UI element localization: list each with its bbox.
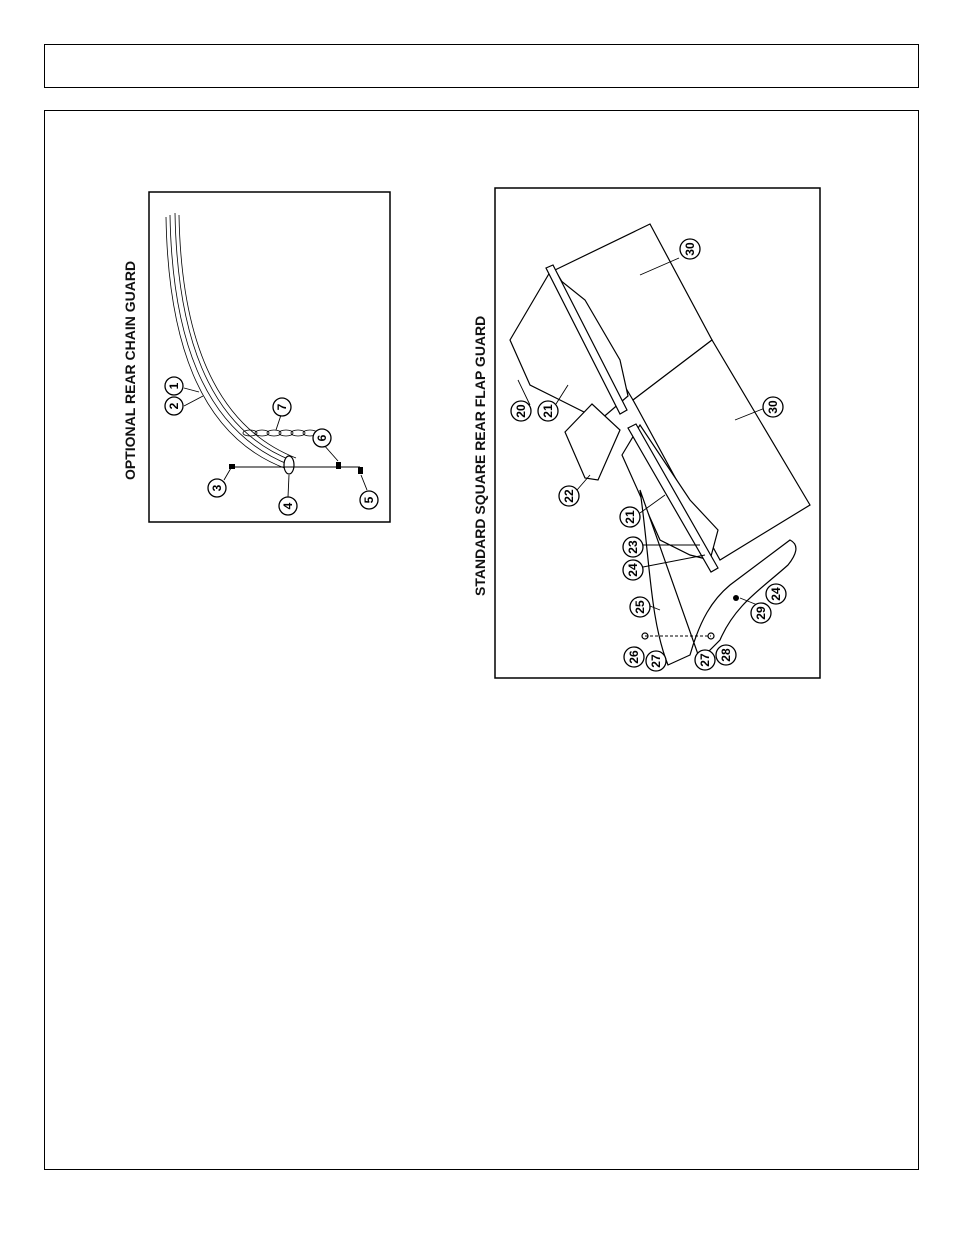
svg-text:27: 27 bbox=[698, 653, 712, 667]
callout-27-left bbox=[646, 651, 666, 671]
nut-6 bbox=[336, 462, 341, 469]
chain-guard-frame bbox=[149, 192, 390, 522]
callout-30-lower bbox=[763, 397, 783, 417]
svg-text:6: 6 bbox=[315, 434, 329, 442]
callout-27-right bbox=[695, 650, 715, 670]
callout-5 bbox=[360, 491, 378, 509]
callout-25 bbox=[630, 597, 650, 617]
svg-text:26: 26 bbox=[627, 650, 641, 664]
svg-text:1: 1 bbox=[167, 382, 181, 390]
svg-text:30: 30 bbox=[766, 400, 780, 414]
callout-29 bbox=[751, 603, 771, 623]
svg-text:29: 29 bbox=[754, 606, 768, 620]
shackle bbox=[284, 456, 294, 474]
svg-text:24: 24 bbox=[626, 563, 640, 577]
callout-26 bbox=[624, 647, 644, 667]
svg-text:27: 27 bbox=[649, 654, 663, 668]
flap-guard-diagram bbox=[472, 188, 820, 678]
callout-30-upper bbox=[680, 239, 700, 259]
callout-2 bbox=[165, 397, 183, 415]
callout-23 bbox=[623, 537, 643, 557]
svg-text:22: 22 bbox=[562, 489, 576, 503]
callout-24 bbox=[623, 560, 643, 580]
svg-text:5: 5 bbox=[362, 496, 376, 504]
svg-text:4: 4 bbox=[281, 502, 295, 510]
callout-22 bbox=[559, 486, 579, 506]
svg-text:21: 21 bbox=[623, 510, 637, 524]
svg-text:30: 30 bbox=[683, 242, 697, 256]
nut-5 bbox=[358, 467, 363, 474]
callout-28 bbox=[716, 645, 736, 665]
callout-20 bbox=[511, 401, 531, 421]
chain-guard-title: OPTIONAL REAR CHAIN GUARD bbox=[122, 260, 138, 480]
svg-text:20: 20 bbox=[514, 404, 528, 418]
chain-guard-diagram bbox=[122, 192, 390, 522]
bolt-29 bbox=[733, 595, 739, 601]
callout-6 bbox=[313, 429, 331, 447]
svg-text:2: 2 bbox=[167, 402, 181, 410]
bolt-3 bbox=[229, 464, 235, 469]
flap-guard-title: STANDARD SQUARE REAR FLAP GUARD bbox=[472, 315, 488, 596]
callout-21-lower bbox=[620, 507, 640, 527]
callout-4 bbox=[279, 497, 297, 515]
callout-1 bbox=[165, 377, 183, 395]
callout-21-upper bbox=[538, 401, 558, 421]
svg-text:23: 23 bbox=[626, 540, 640, 554]
svg-text:28: 28 bbox=[719, 648, 733, 662]
callout-7 bbox=[273, 398, 291, 416]
svg-text:24: 24 bbox=[769, 587, 783, 601]
svg-text:21: 21 bbox=[541, 404, 555, 418]
svg-text:7: 7 bbox=[275, 403, 289, 411]
callout-24-right bbox=[766, 584, 786, 604]
svg-text:3: 3 bbox=[210, 484, 224, 492]
callout-3 bbox=[208, 479, 226, 497]
svg-text:25: 25 bbox=[633, 600, 647, 614]
